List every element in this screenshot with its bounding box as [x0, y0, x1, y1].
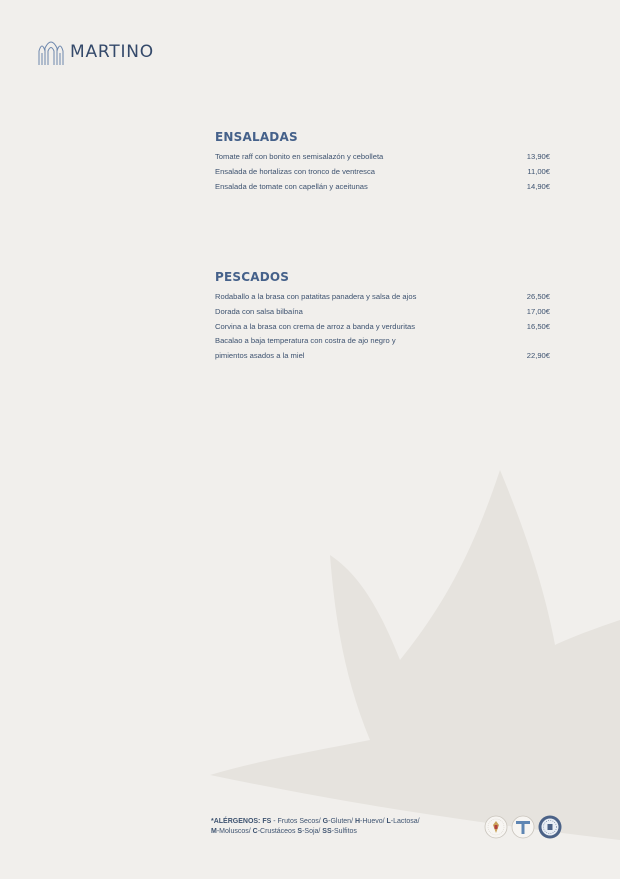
section-ensaladas: [215, 130, 550, 194]
allergen-code: FS: [262, 818, 272, 825]
item-name: Corvina a la brasa con crema de arroz a banda y verduritas: [215, 322, 416, 331]
allergen-code: L: [386, 818, 391, 825]
allergen-code: H: [354, 818, 361, 825]
item-name: [215, 334, 396, 363]
t-badge-icon: [511, 815, 535, 839]
section-title: PESCADOS: [215, 270, 290, 284]
allergens-label: *ALÉRGENOS:: [211, 818, 261, 825]
allergen-text: -Crustáceos: [257, 828, 298, 835]
allergen-code: C: [252, 828, 258, 835]
item-name: Ensalada de hortalizas con tronco de ventresca: [215, 167, 375, 176]
item-name: Dorada con salsa bilbaína: [215, 307, 303, 316]
item-name: Rodaballo a la brasa con patatitas panadera y salsa de ajos: [215, 292, 417, 301]
allergen-code: SS: [322, 828, 332, 835]
item-price: 14,90€: [526, 182, 550, 191]
menu-item: [215, 289, 550, 304]
allergen-text: -Soja/: [302, 828, 323, 835]
martino-arches-logo-icon: [38, 38, 64, 66]
allergen-text: -Moluscos/: [216, 828, 253, 835]
euro-star-badge-icon: [538, 815, 562, 839]
allergen-text: - Frutos Secos/: [271, 818, 323, 825]
allergen-text: -Gluten/: [328, 818, 355, 825]
menu-item: [215, 164, 550, 179]
section-title: ENSALADAS: [215, 130, 298, 144]
menu-item: [215, 149, 550, 164]
menu-item: [215, 334, 550, 363]
seal-badge-icon: [484, 815, 508, 839]
item-name-line-2: pimientos asados a la miel: [215, 350, 305, 360]
certification-badges: [484, 815, 562, 839]
brand-name: MARTINO: [70, 42, 154, 62]
allergen-text: -Huevo/: [360, 818, 387, 825]
allergens-note: [211, 817, 481, 837]
item-price: 26,50€: [526, 292, 550, 301]
item-price: 22,90€: [526, 351, 550, 360]
item-name: Tomate raff con bonito en semisalazón y cebolleta: [215, 152, 384, 161]
item-name-line-1: Bacalao a baja temperatura con costra de ajo negro y: [215, 336, 396, 345]
menu-item: [215, 304, 550, 319]
menu-item: [215, 319, 550, 334]
allergen-text: -Lactosa/: [390, 818, 420, 825]
brand-logo[interactable]: [38, 38, 154, 66]
section-pescados: [215, 270, 550, 363]
allergen-code: G: [322, 818, 329, 825]
item-price: 16,50€: [526, 322, 550, 331]
item-price: 13,90€: [526, 152, 550, 161]
allergen-text: -Sulfitos: [331, 828, 357, 835]
item-name: Ensalada de tomate con capellán y aceitunas: [215, 182, 368, 191]
allergen-code: S: [297, 828, 303, 835]
allergen-code: M: [211, 828, 217, 835]
item-price: 17,00€: [526, 307, 550, 316]
item-price: 11,00€: [527, 167, 550, 176]
menu-item: [215, 179, 550, 194]
